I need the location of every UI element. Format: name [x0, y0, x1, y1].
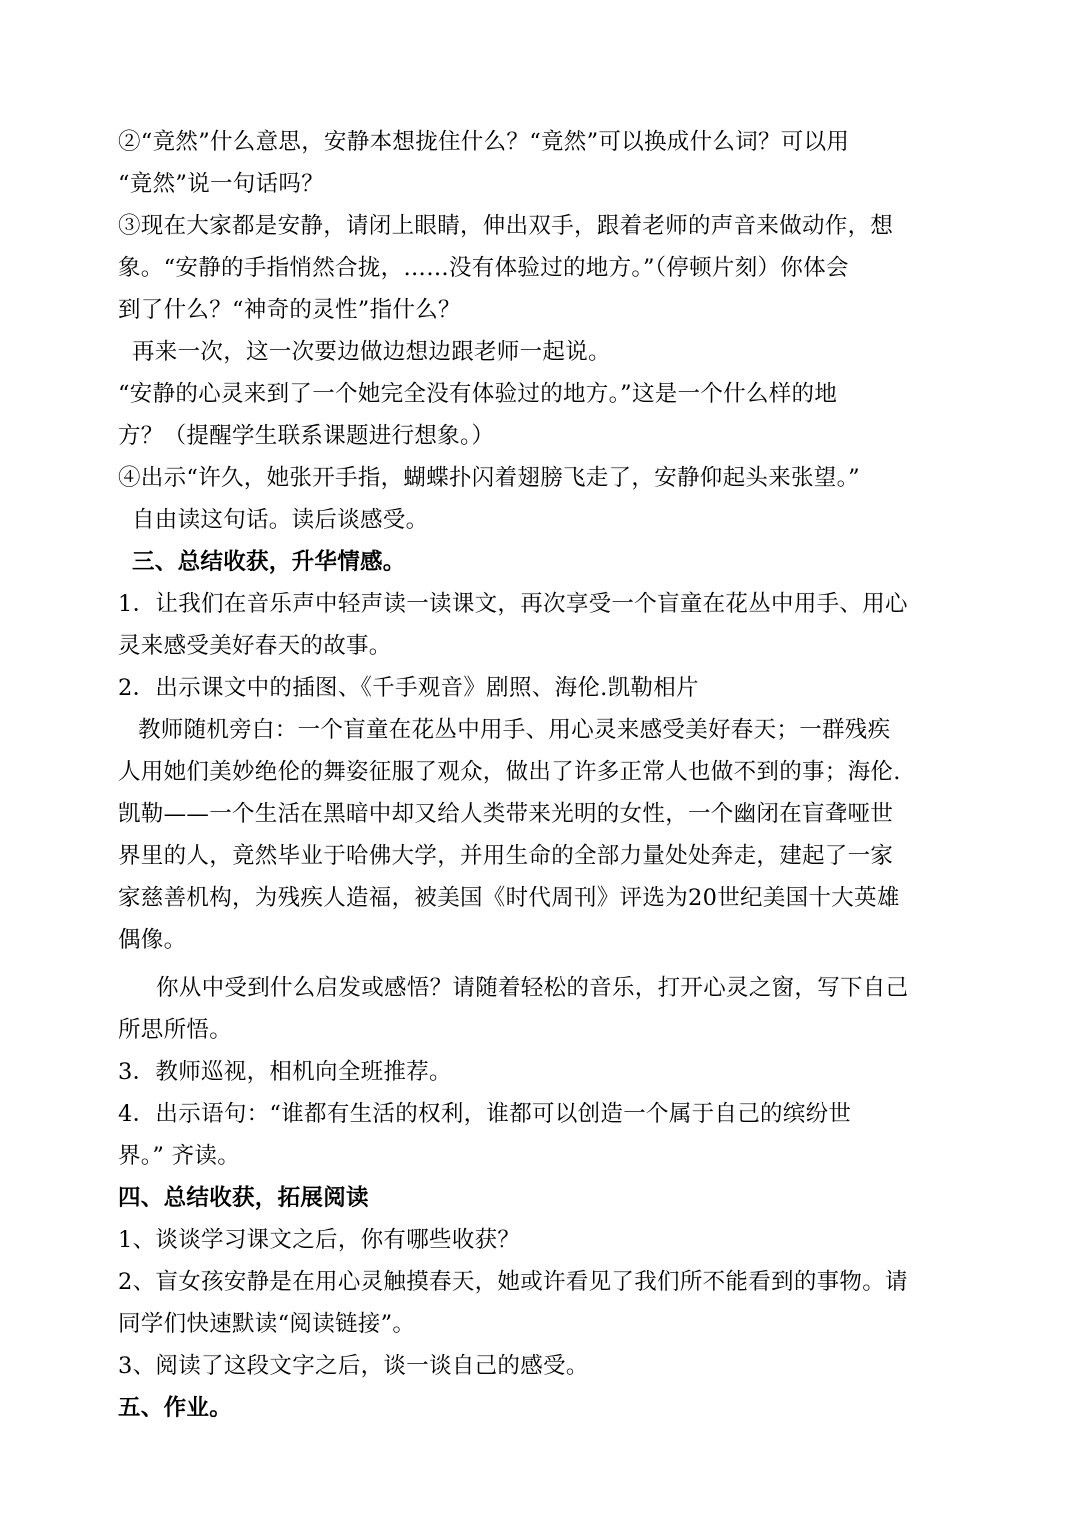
text-line: 2．出示课文中的插图、《千手观音》剧照、海伦.凯勒相片 — [118, 675, 699, 701]
text-line: ④出示“许久，她张开手指，蝴蝶扑闪着翅膀飞走了，安静仰起头来张望。” — [118, 465, 860, 491]
document-page — [118, 121, 973, 1429]
section-heading: 四、总结收获，拓展阅读 — [118, 1185, 369, 1211]
text-line: 4．出示语句：“谁都有生活的权利，谁都可以创造一个属于自己的缤纷世 — [118, 1101, 852, 1127]
section-heading: 三、总结收获，升华情感。 — [132, 549, 406, 575]
text-line: 偶像。 — [118, 927, 187, 953]
text-line: 到了什么？“神奇的灵性”指什么？ — [118, 297, 461, 323]
text-line: 自由读这句话。读后谈感受。 — [132, 507, 429, 533]
text-line: 灵来感受美好春天的故事。 — [118, 633, 392, 659]
text-line: 3、阅读了这段文字之后，谈一谈自己的感受。 — [118, 1353, 589, 1379]
text-line: “安静的心灵来到了一个她完全没有体验过的地方。”这是一个什么样的地 — [118, 381, 838, 407]
text-line: 家慈善机构，为残疾人造福，被美国《时代周刊》评选为20世纪美国十大英雄 — [118, 885, 900, 911]
text-line: 你从中受到什么启发或感悟？请随着轻松的音乐，打开心灵之窗，写下自己 — [156, 975, 909, 1001]
text-line: 同学们快速默读“阅读链接”。 — [118, 1311, 416, 1337]
text-line: ③现在大家都是安静，请闭上眼睛，伸出双手，跟着老师的声音来做动作，想 — [118, 213, 894, 239]
text-line: 凯勒——一个生活在黑暗中却又给人类带来光明的女性，一个幽闭在盲聋哑世 — [118, 801, 894, 827]
text-line: 教师随机旁白：一个盲童在花丛中用手、用心灵来感受美好春天；一群残疾 — [138, 717, 891, 743]
text-line: “竟然”说一句话吗？ — [118, 171, 325, 197]
text-line: 方？（提醒学生联系课题进行想象。） — [118, 423, 495, 449]
text-line: 人用她们美妙绝伦的舞姿征服了观众，做出了许多正常人也做不到的事；海伦. — [118, 759, 901, 785]
text-line: ②“竟然”什么意思，安静本想拢住什么？“竟然”可以换成什么词？可以用 — [118, 129, 850, 155]
text-line: 再来一次，这一次要边做边想边跟老师一起说。 — [132, 339, 611, 365]
text-line: 1．让我们在音乐声中轻声读一读课文，再次享受一个盲童在花丛中用手、用心 — [118, 591, 908, 617]
text-line: 所思所悟。 — [118, 1017, 233, 1043]
text-line: 1、谈谈学习课文之后，你有哪些收获？ — [118, 1227, 521, 1253]
text-line: 3．教师巡视，相机向全班推荐。 — [118, 1059, 452, 1085]
section-heading: 五、作业。 — [118, 1395, 233, 1421]
text-line: 象。“安静的手指悄然合拢，……没有体验过的地方。”（停顿片刻）你体会 — [118, 255, 849, 281]
text-line: 2、盲女孩安静是在用心灵触摸春天，她或许看见了我们所不能看到的事物。请 — [118, 1269, 908, 1295]
text-line: 界。” 齐读。 — [118, 1143, 241, 1169]
text-line: 界里的人，竟然毕业于哈佛大学，并用生命的全部力量处处奔走，建起了一家 — [118, 843, 894, 869]
